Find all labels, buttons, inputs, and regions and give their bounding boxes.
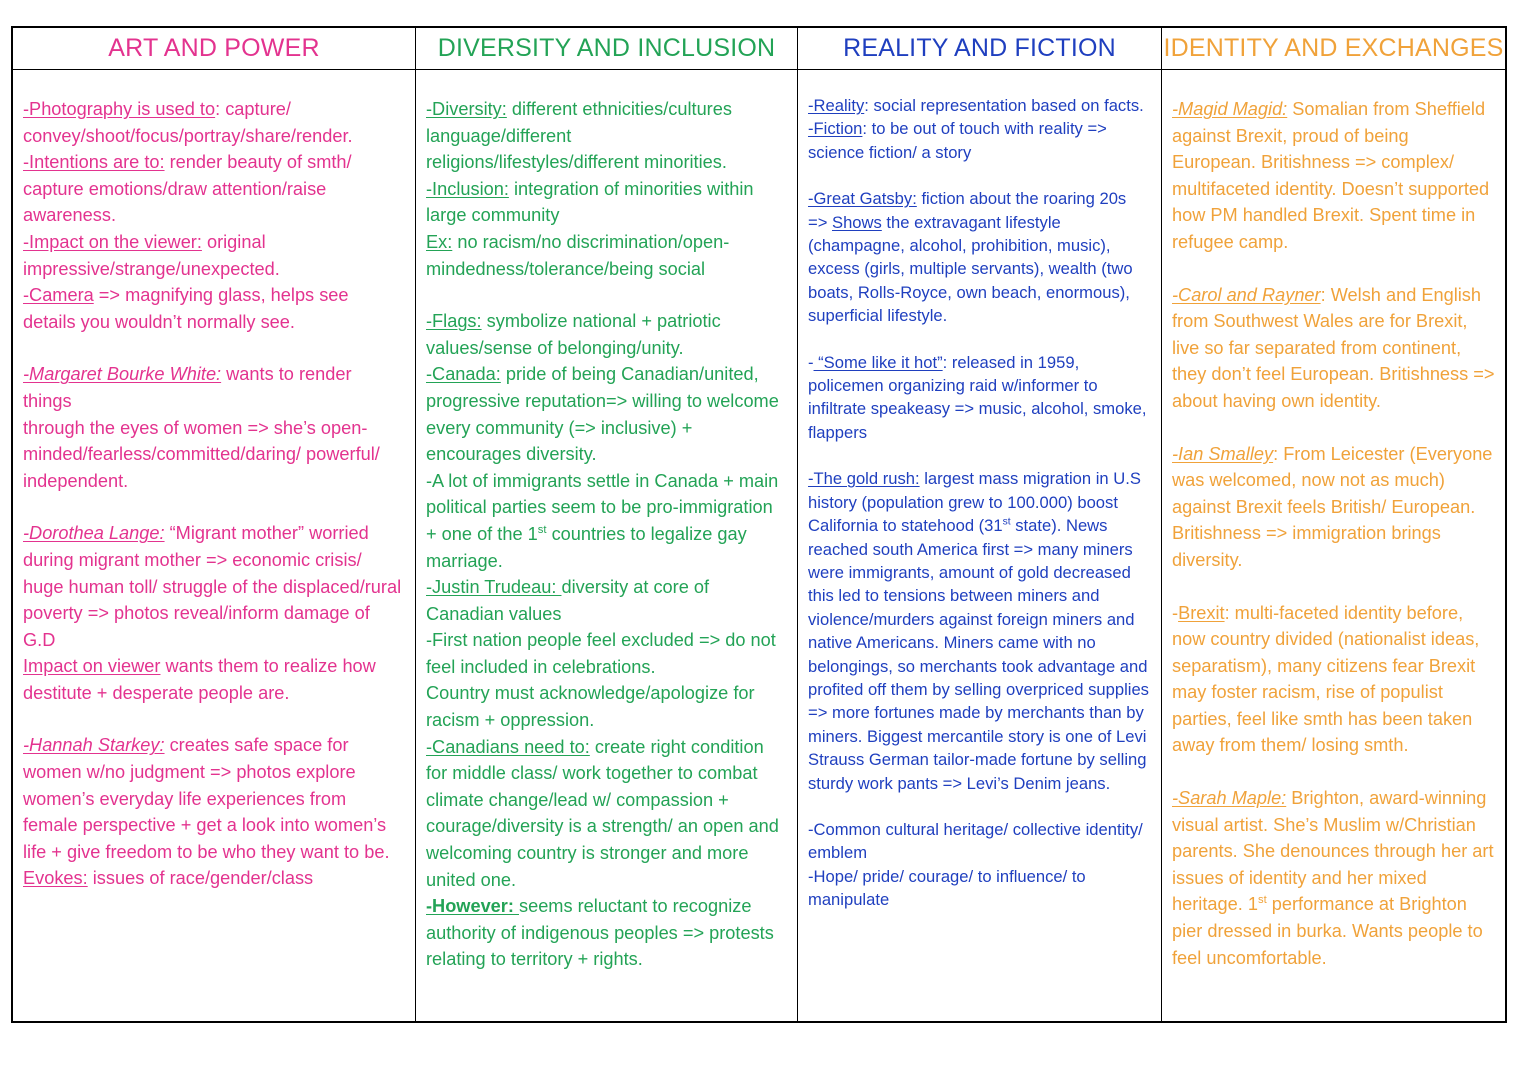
note-text: countries to legalize gay marriage. bbox=[426, 523, 747, 571]
note-keyword: -Diversity: bbox=[426, 99, 507, 119]
note-block bbox=[1172, 441, 1495, 574]
note-text: Country must acknowledge/apologize for racism + oppression. bbox=[426, 683, 755, 731]
note-block bbox=[1172, 600, 1495, 760]
note-keyword: Brexit bbox=[1178, 602, 1225, 623]
note-keyword: -Impact on the viewer: bbox=[23, 231, 202, 252]
note-line bbox=[1172, 441, 1495, 574]
note-text: -A lot of immigrants settle in Canada + main political parties seem to be pro-immigration + one of the 1 bbox=[426, 470, 779, 544]
note-keyword: -Magid Magid: bbox=[1172, 99, 1288, 119]
column-art-and-power bbox=[13, 28, 415, 1021]
note-text: fiction about the roaring 20s bbox=[916, 189, 1127, 209]
note-text: create right condition for middle class/ work together to combat climate change/lead w/ compassion + courage/diversity is a strength/ an open and welcoming country is stronger and more united one. bbox=[426, 736, 779, 890]
note-keyword: -Margaret Bourke White: bbox=[23, 364, 222, 385]
note-line bbox=[1172, 600, 1495, 760]
note-text: performance at Brighton pier dressed in burka. Wants people to feel uncomfortable. bbox=[1172, 894, 1483, 968]
note-block bbox=[1172, 282, 1495, 415]
column-body bbox=[1162, 70, 1505, 971]
column-diversity-and-inclusion bbox=[415, 28, 797, 1021]
note-line bbox=[426, 680, 787, 733]
note-text: render beauty of smth/ capture emotions/draw attention/raise awareness. bbox=[23, 152, 352, 226]
note-block bbox=[1172, 96, 1495, 256]
note-keyword: -Photography is used to bbox=[23, 99, 216, 119]
note-text: : Welsh and English from Southwest Wales are for Brexit, live so far separated from continent, they don’t feel European. Britishness => about having own identity. bbox=[1172, 284, 1495, 411]
note-line bbox=[426, 734, 787, 894]
note-block bbox=[808, 351, 1151, 445]
note-text: Brighton, award-winning visual artist. She’s Muslim w/Christian parents. She denounces through her art issues of identity and her mixed heritage. 1 bbox=[1172, 788, 1494, 915]
note-text: -Common cultural heritage/ collective identity/ emblem bbox=[808, 819, 1143, 863]
note-text: -First nation people feel excluded => do not feel included in celebrations. bbox=[426, 630, 776, 677]
note-line bbox=[426, 229, 787, 282]
note-line bbox=[426, 308, 787, 361]
note-keyword: -Inclusion: bbox=[426, 178, 509, 199]
note-text: state). News reached south America first => many miners were immigrants, amount of gold decreased this led to tensions between miners and violence/murders against foreign miners and native Americans. Miners came with no belongings, so merchants took advantage and profited off them by selling overpriced supplies => more fortunes made by merchants than by miners. Biggest mercantile story is one of Levi Strauss German tailor-made fortune by selling sturdy work pants => Levi’s Denim jeans. bbox=[808, 516, 1149, 793]
note-prefix: => bbox=[808, 212, 832, 232]
note-text: pride of being Canadian/united, progressive reputation=> willing to welcome every community (=> inclusive) + encourages diversity. bbox=[426, 364, 779, 465]
note-line bbox=[808, 467, 1151, 795]
column-heading: DIVERSITY AND INCLUSION bbox=[416, 28, 797, 70]
note-text: diversity at core of Canadian values bbox=[426, 577, 710, 624]
note-line bbox=[808, 211, 1151, 328]
column-body bbox=[416, 70, 797, 973]
note-text: different ethnicities/cultures language/different religions/lifestyles/different minorities. bbox=[426, 99, 732, 173]
note-text: the extravagant lifestyle (champagne, alcohol, prohibition, music), excess (girls, multiple servants), wealth (two boats, Rolls-Royce, own beach, enormous), superficial lifestyle. bbox=[808, 212, 1133, 326]
note-block bbox=[1172, 785, 1495, 971]
note-text: : From Leicester (Everyone was welcomed, now not as much) against Brexit feels British/ European. Britishness => immigration brings diversity. bbox=[1172, 443, 1493, 570]
note-keyword: Ex: bbox=[426, 231, 453, 252]
note-text: : released in 1959, policemen organizing raid w/informer to infiltrate speakeasy => music, alcohol, smoke, flappers bbox=[808, 352, 1147, 442]
note-line bbox=[808, 187, 1151, 210]
note-text: integration of minorities within large community bbox=[426, 178, 754, 226]
note-line bbox=[426, 176, 787, 229]
note-keyword: “Some like it hot” bbox=[813, 352, 943, 372]
column-heading: IDENTITY AND EXCHANGES bbox=[1162, 28, 1505, 70]
note-block bbox=[808, 467, 1151, 795]
note-line bbox=[426, 574, 787, 627]
note-line bbox=[808, 818, 1151, 865]
note-line bbox=[23, 732, 405, 865]
note-keyword: -Canadians need to: bbox=[426, 736, 590, 757]
note-text: “Migrant mother” worried during migrant mother => economic crisis/ huge human toll/ struggle of the displaced/rural poverty => photos reveal/inform damage of G.D bbox=[23, 523, 402, 650]
note-keyword: Shows bbox=[832, 212, 882, 232]
ordinal-suffix: st bbox=[1002, 516, 1011, 528]
ordinal-suffix: st bbox=[1257, 894, 1267, 907]
column-heading: ART AND POWER bbox=[13, 28, 415, 70]
note-keyword: -Justin Trudeau: bbox=[426, 577, 562, 598]
note-keyword: Evokes: bbox=[23, 868, 88, 889]
note-text: : to be out of touch with reality => science fiction/ a story bbox=[808, 119, 1107, 162]
note-line bbox=[1172, 282, 1495, 415]
note-keyword: -The gold rush: bbox=[808, 469, 920, 489]
note-block bbox=[23, 732, 405, 892]
note-line bbox=[23, 415, 405, 468]
column-identity-and-exchanges bbox=[1161, 28, 1505, 1021]
note-prefix: - bbox=[808, 352, 814, 372]
note-line bbox=[23, 520, 405, 653]
note-text: creates safe space for women w/no judgment => photos explore women’s everyday life experiences from female perspective + get a look into women’s life + give freedom to be who they want to be. bbox=[23, 735, 390, 862]
note-keyword: -Intentions are to: bbox=[23, 152, 165, 173]
note-line bbox=[23, 361, 405, 414]
note-text: wants to render things bbox=[23, 364, 352, 411]
ordinal-suffix: st bbox=[537, 523, 547, 536]
note-keyword: -Hannah Starkey: bbox=[23, 735, 165, 756]
note-keyword: -Sarah Maple: bbox=[1172, 788, 1287, 809]
note-block bbox=[426, 308, 787, 973]
note-block bbox=[23, 96, 405, 335]
note-block bbox=[23, 520, 405, 706]
note-prefix: - bbox=[1172, 602, 1179, 623]
column-body bbox=[798, 70, 1161, 912]
note-line bbox=[426, 627, 787, 680]
note-line bbox=[23, 865, 405, 892]
note-text: wants them to realize how destitute + desperate people are. bbox=[23, 656, 376, 703]
note-text: largest mass migration in U.S history (population grew to 100.000) boost California to statehood (31 bbox=[808, 469, 1141, 536]
note-text: issues of race/gender/class bbox=[87, 868, 314, 889]
note-line bbox=[426, 893, 787, 973]
note-block bbox=[808, 818, 1151, 912]
note-keyword: -However: bbox=[426, 896, 519, 917]
note-line bbox=[23, 468, 405, 495]
column-body bbox=[13, 70, 415, 892]
note-line bbox=[808, 865, 1151, 912]
note-keyword: -Camera bbox=[23, 285, 94, 306]
note-line bbox=[1172, 96, 1495, 256]
note-text: independent. bbox=[23, 470, 129, 491]
note-text: => magnifying glass, helps see details you wouldn’t normally see. bbox=[23, 285, 349, 332]
note-line bbox=[808, 94, 1151, 117]
note-text: through the eyes of women => she’s open-minded/fearless/committed/daring/ powerful/ bbox=[23, 417, 380, 465]
note-text: : capture/ convey/shoot/focus/portray/share/render. bbox=[23, 99, 353, 146]
note-keyword: -Ian Smalley bbox=[1172, 443, 1274, 464]
note-block bbox=[426, 96, 787, 282]
note-line bbox=[23, 149, 405, 229]
note-keyword: -Flags: bbox=[426, 311, 482, 332]
note-text: : social representation based on facts. bbox=[864, 96, 1144, 115]
note-text: -Hope/ pride/ courage/ to influence/ to manipulate bbox=[808, 866, 1086, 910]
note-block bbox=[808, 187, 1151, 327]
note-keyword: -Great Gatsby: bbox=[808, 189, 917, 209]
note-keyword: -Fiction bbox=[808, 119, 863, 139]
note-keyword: Impact on viewer bbox=[23, 656, 161, 677]
column-reality-and-fiction bbox=[797, 28, 1161, 1021]
note-text: no racism/no discrimination/open-mindedness/tolerance/being social bbox=[426, 231, 730, 279]
note-block bbox=[23, 361, 405, 494]
column-heading: REALITY AND FICTION bbox=[798, 28, 1161, 70]
note-line bbox=[808, 351, 1151, 445]
note-line bbox=[426, 361, 787, 467]
note-keyword: -Carol and Rayner bbox=[1172, 284, 1321, 305]
note-line bbox=[23, 229, 405, 282]
note-block bbox=[808, 94, 1151, 164]
note-keyword: -Reality bbox=[808, 96, 865, 115]
note-line bbox=[23, 282, 405, 335]
note-line bbox=[426, 96, 787, 176]
note-keyword: -Dorothea Lange: bbox=[23, 523, 165, 544]
note-line bbox=[426, 468, 787, 574]
notes-table bbox=[11, 26, 1507, 1023]
note-text: original impressive/strange/unexpected. bbox=[23, 231, 280, 279]
note-text: seems reluctant to recognize authority of indigenous peoples => protests relating to territory + rights. bbox=[426, 896, 774, 970]
note-line bbox=[23, 96, 405, 149]
note-text: symbolize national + patriotic values/sense of belonging/unity. bbox=[426, 311, 721, 358]
note-line bbox=[1172, 785, 1495, 971]
note-keyword: -Canada: bbox=[426, 364, 501, 385]
note-text: Somalian from Sheffield against Brexit, proud of being European. Britishness => complex/ multifaceted identity. Doesn’t supported how PM handled Brexit. Spent time in refugee camp. bbox=[1172, 99, 1490, 252]
note-text: : multi-faceted identity before, now country divided (nationalist ideas, separatism), many citizens fear Brexit may foster racism, rise of populist parties, feel like smth has been taken away from them/ losing smth. bbox=[1172, 602, 1480, 756]
note-line bbox=[808, 117, 1151, 164]
note-line bbox=[23, 653, 405, 706]
